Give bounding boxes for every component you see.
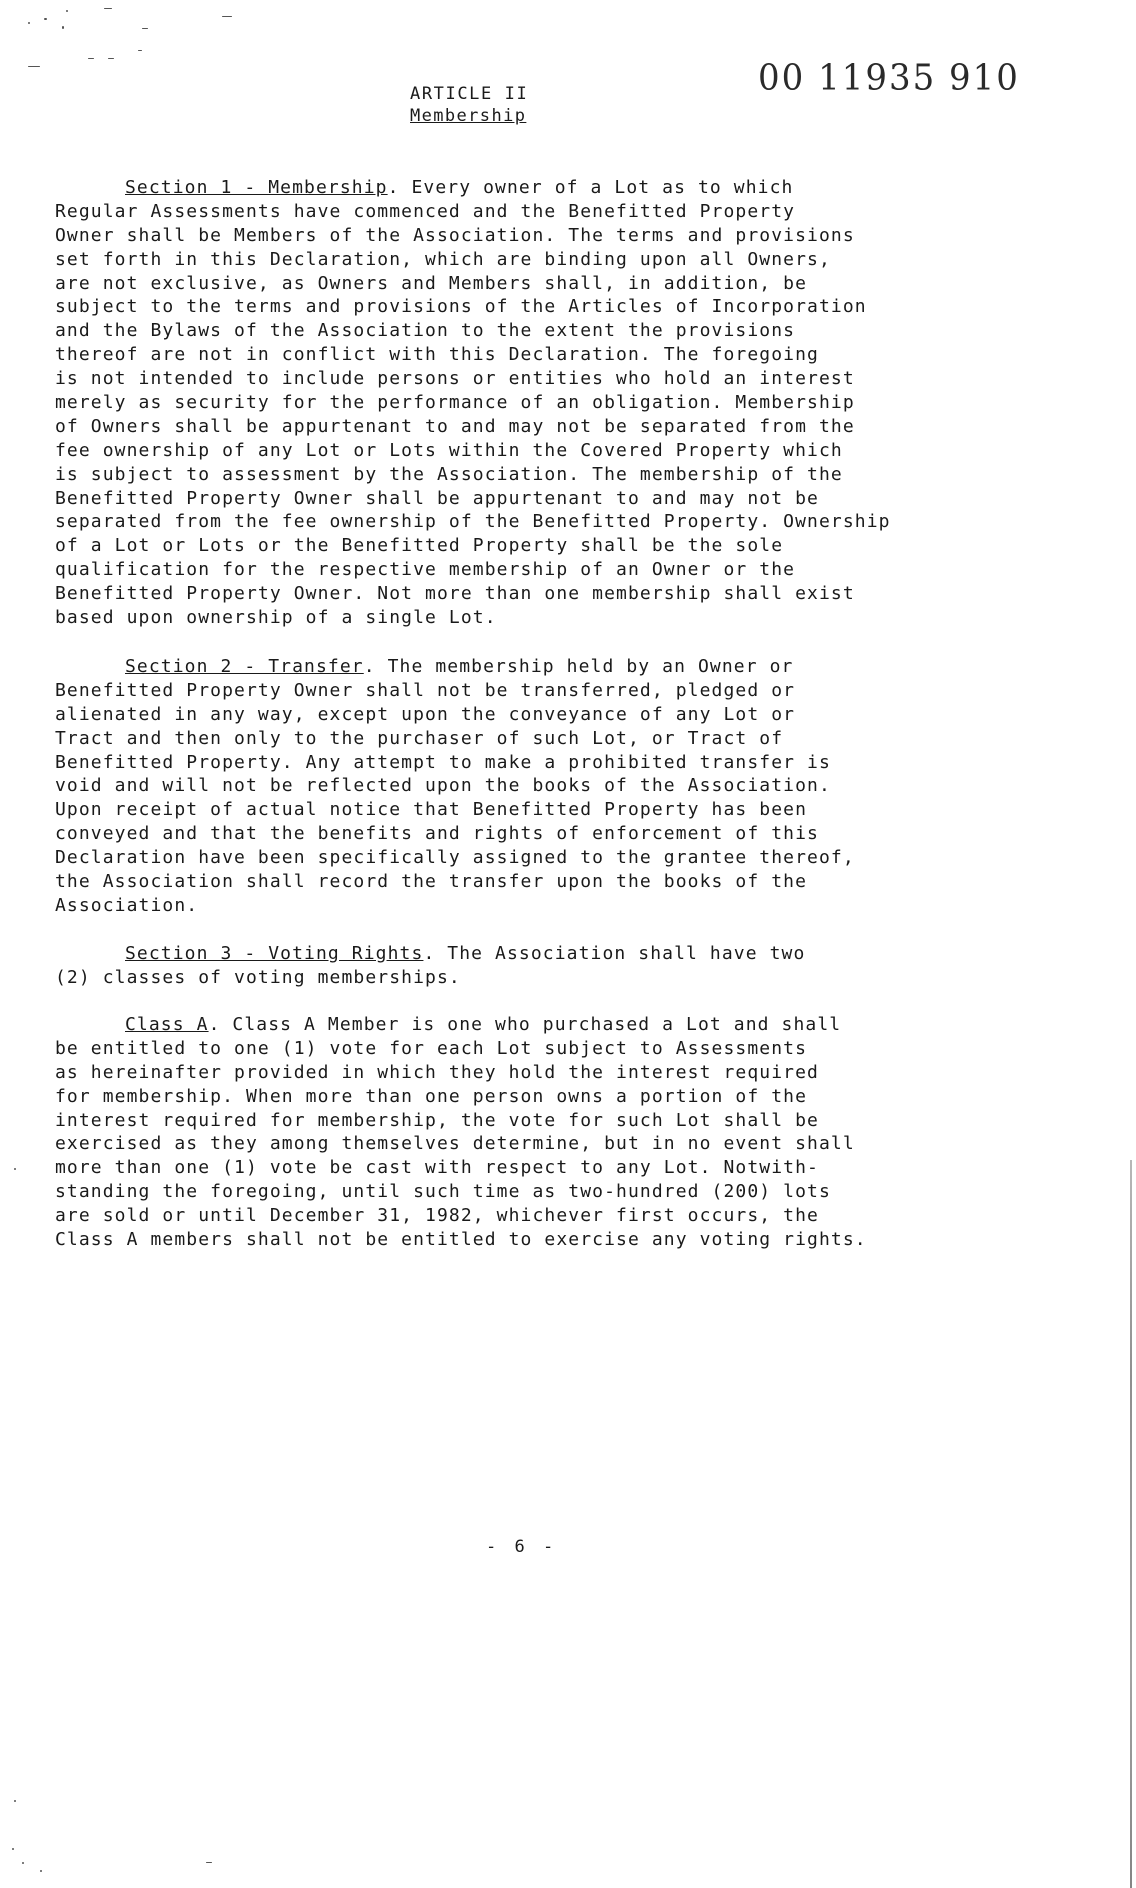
scan-speck [222,16,232,17]
paragraph-line: is not intended to include persons or entities who hold an interest [55,368,855,390]
scan-speck [22,1862,24,1864]
paragraph-line-text: . The Association shall have two [423,943,806,964]
scan-speck [14,1800,16,1802]
paragraph-line: set forth in this Declaration, which are binding upon all Owners, [55,248,831,270]
section-2-heading: Section 2 - Transfer [125,656,364,677]
paragraph-line: Benefitted Property Owner shall not be transferred, pledged or [55,679,796,701]
scan-speck [142,28,148,29]
page-number: - 6 - [486,1537,558,1557]
paragraph-line: as hereinafter provided in which they hold the interest required [55,1061,819,1083]
paragraph-line: based upon ownership of a single Lot. [55,607,497,629]
paragraph-line: Owner shall be Members of the Association. The terms and provisions [55,224,855,246]
paragraph-line: merely as security for the performance of an obligation. Membership [55,392,855,414]
scan-speck [88,58,94,59]
paragraph-line: Benefitted Property Owner. Not more than one membership shall exist [55,583,855,605]
paragraph-line: the Association shall record the transfer upon the books of the [55,871,808,893]
paragraph-line: separated from the fee ownership of the Benefitted Property. Ownership [55,511,891,533]
paragraph-line: are sold or until December 31, 1982, whichever first occurs, the [55,1205,819,1227]
paragraph-line: Declaration have been specifically assigned to the grantee thereof, [55,847,855,869]
paragraph-line-text: . Class A Member is one who purchased a Lot and shall [208,1014,842,1035]
scan-speck [28,66,40,67]
paragraph-line [55,176,1065,200]
section-2-paragraph [55,655,1065,918]
paragraph-line: are not exclusive, as Owners and Members shall, in addition, be [55,272,808,294]
paragraph-line: void and will not be reflected upon the books of the Association. [55,775,831,797]
paragraph-line: for membership. When more than one person owns a portion of the [55,1085,808,1107]
paragraph-line: fee ownership of any Lot or Lots within the Covered Property which [55,439,843,461]
paragraph-line: Association. [55,894,199,916]
class-a-heading: Class A [125,1014,209,1035]
scan-edge-line [1130,1160,1132,1888]
paragraph-line: Benefitted Property. Any attempt to make a prohibited transfer is [55,751,831,773]
paragraph-line: subject to the terms and provisions of the Articles of Incorporation [55,296,867,318]
class-a-paragraph [55,1013,1065,1252]
paragraph-line: Regular Assessments have commenced and the Benefitted Property [55,200,796,222]
section-3-heading: Section 3 - Voting Rights [125,943,424,964]
paragraph-line: and the Bylaws of the Association to the extent the provisions [55,320,796,342]
paragraph-line: thereof are not in conflict with this Declaration. The foregoing [55,344,819,366]
paragraph-line: be entitled to one (1) vote for each Lot subject to Assessments [55,1037,808,1059]
paragraph-line: exercised as they among themselves determine, but in no event shall [55,1133,855,1155]
scan-speck [28,22,30,24]
paragraph-line: Upon receipt of actual notice that Benefitted Property has been [55,799,808,821]
scan-speck [12,1848,14,1850]
paragraph-line [55,1013,1065,1037]
scan-speck [62,26,64,29]
scan-speck [14,1168,16,1170]
scan-speck [206,1862,212,1863]
paragraph-line [55,942,1065,966]
section-1-paragraph [55,176,1065,630]
scan-speck [138,50,142,51]
paragraph-line: more than one (1) vote be cast with respect to any Lot. Notwith- [55,1157,819,1179]
scan-speck [66,10,68,12]
paragraph-line: conveyed and that the benefits and rights of enforcement of this [55,823,819,845]
section-1-heading: Section 1 - Membership [125,177,388,198]
section-3-paragraph [55,942,1065,990]
paragraph-line: interest required for membership, the vote for such Lot shall be [55,1109,819,1131]
paragraph-line: alienated in any way, except upon the conveyance of any Lot or [55,703,796,725]
paragraph-line: of a Lot or Lots or the Benefitted Property shall be the sole [55,535,784,557]
document-stamp-number: 00 11935 910 [758,57,1020,99]
scan-speck [40,1870,42,1872]
paragraph-line: (2) classes of voting memberships. [55,966,461,988]
paragraph-line: Tract and then only to the purchaser of such Lot, or Tract of [55,727,784,749]
paragraph-line: standing the foregoing, until such time as two-hundred (200) lots [55,1181,831,1203]
paragraph-line [55,655,1065,679]
scan-speck [108,58,114,59]
article-subheading: Membership [410,106,527,126]
paragraph-line: Benefitted Property Owner shall be appurtenant to and may not be [55,487,819,509]
paragraph-line: qualification for the respective membership of an Owner or the [55,559,796,581]
paragraph-line: is subject to assessment by the Association. The membership of the [55,463,843,485]
paragraph-line: of Owners shall be appurtenant to and may not be separated from the [55,415,855,437]
scan-speck [44,18,47,20]
paragraph-line-text: . The membership held by an Owner or [363,656,794,677]
paragraph-line: Class A members shall not be entitled to exercise any voting rights. [55,1229,867,1251]
paragraph-line-text: . Every owner of a Lot as to which [387,177,794,198]
scan-speck [104,8,112,9]
article-heading: ARTICLE II [410,84,529,104]
